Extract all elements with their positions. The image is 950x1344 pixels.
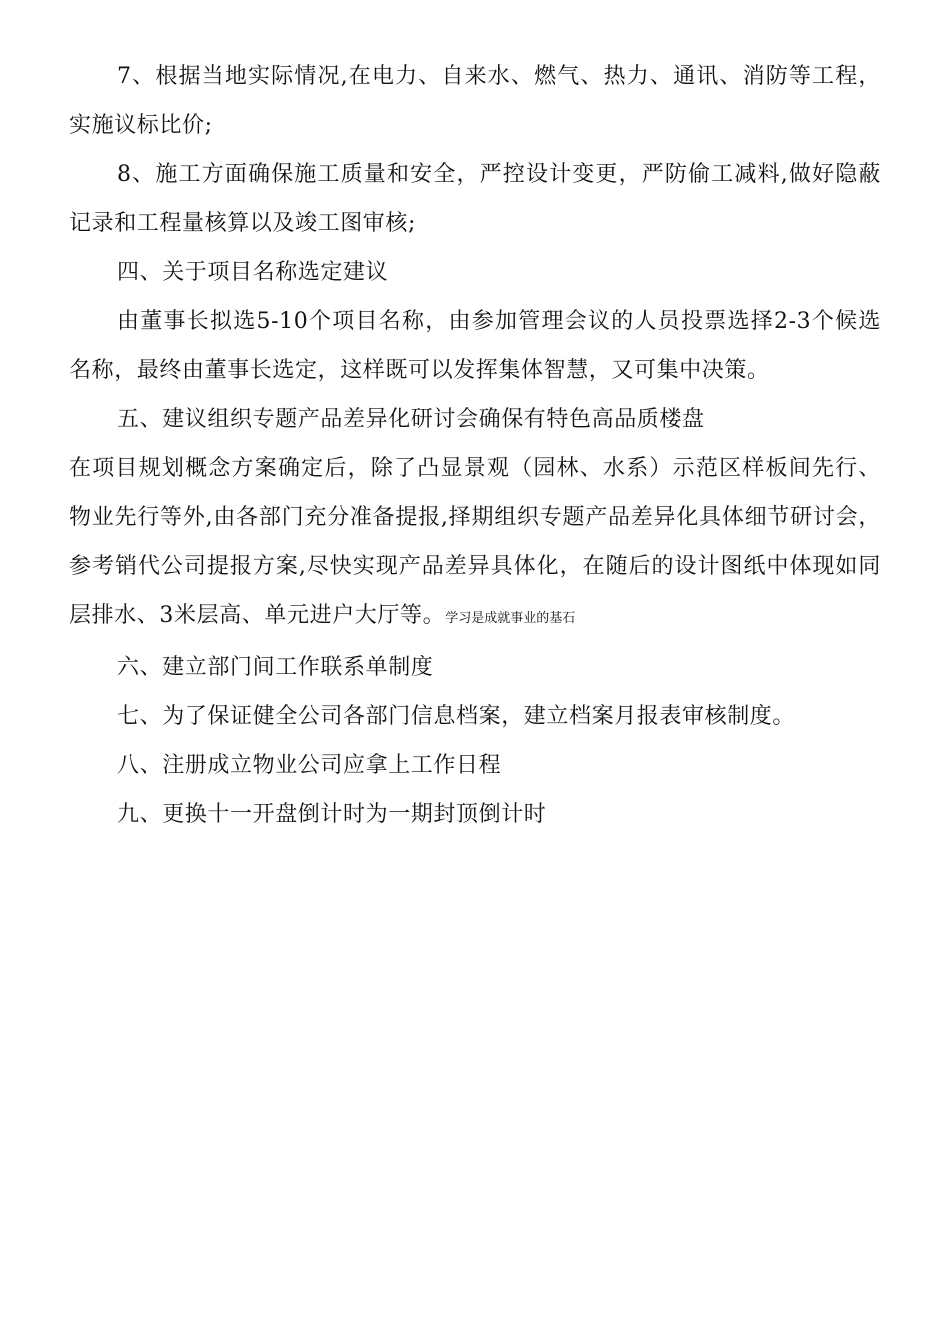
paragraph-project-naming: 由董事长拟选5-10个项目名称，由参加管理会议的人员投票选择2-3个候选名称，最终由董事长选定，这样既可以发挥集体智慧，又可集中决策。	[69, 309, 881, 383]
paragraph-item-7: 7、根据当地实际情况,在电力、自来水、燃气、热力、通讯、消防等工程，实施议标比价;	[69, 64, 881, 138]
inline-note: 学习是成就事业的基石	[445, 611, 576, 626]
section-heading-8: 八、注册成立物业公司应拿上工作日程	[117, 753, 502, 778]
paragraph-item-8: 8、施工方面确保施工质量和安全，严控设计变更，严防偷工减料,做好隐蔽记录和工程量核算以及竣工图审核;	[69, 162, 881, 236]
section-heading-5: 五、建议组织专题产品差异化研讨会确保有特色高品质楼盘	[117, 407, 705, 432]
section-heading-4: 四、关于项目名称选定建议	[117, 260, 389, 285]
paragraph-differentiation	[69, 444, 881, 643]
section-heading-9: 九、更换十一开盘倒计时为一期封顶倒计时	[117, 802, 547, 827]
document-body	[69, 52, 881, 839]
paragraph-differentiation-text: 在项目规划概念方案确定后，除了凸显景观（园林、水系）示范区样板间先行、物业先行等外,由各部门充分准备提报,择期组织专题产品差异化具体细节研讨会，参考销代公司提报方案,尽快实现产品差异具体化，在随后的设计图纸中体现如同层排水、3米层高、单元进户大厅等。	[69, 456, 881, 628]
section-heading-6: 六、建立部门间工作联系单制度	[117, 655, 434, 680]
section-heading-7: 七、为了保证健全公司各部门信息档案，建立档案月报表审核制度。	[117, 704, 796, 729]
